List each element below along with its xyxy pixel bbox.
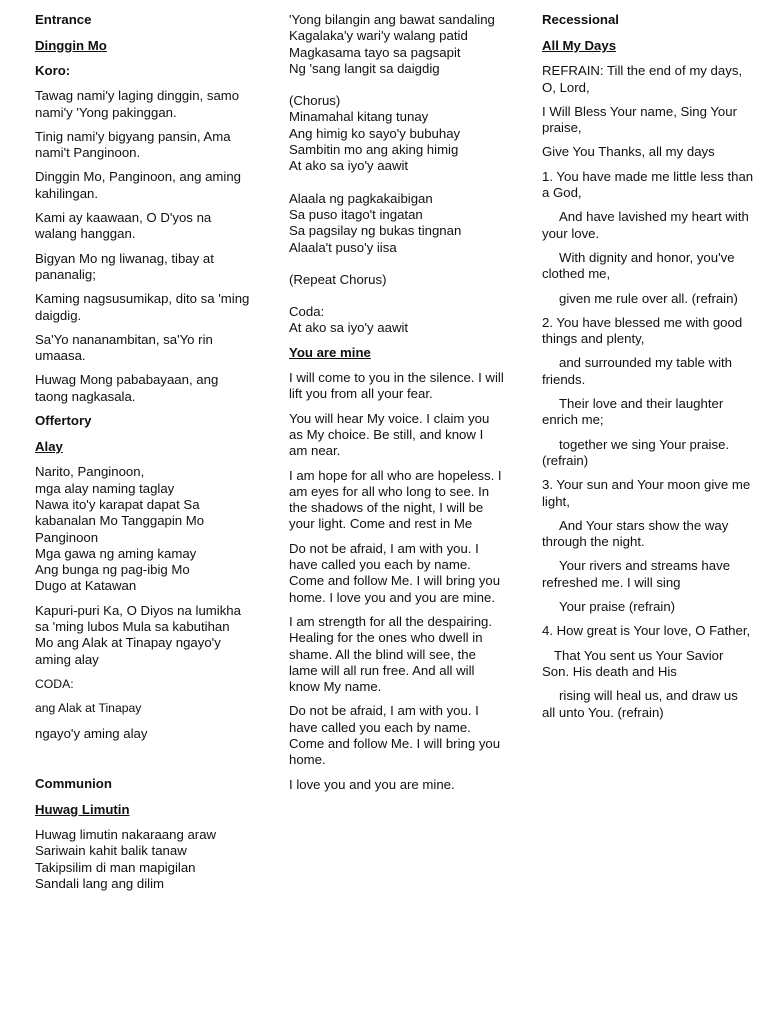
lyric-block [35, 827, 250, 892]
lyric-paragraph: Their love and their laughter enrich me; [542, 396, 724, 428]
lyric-paragraph: I Will Bless Your name, Sing Your praise, [542, 103, 737, 136]
left-column [35, 12, 250, 900]
coda-label: CODA: [35, 676, 74, 691]
lyric-line: Sambitin mo ang aking himig [289, 142, 459, 158]
lyric-paragraph: And Your stars show the way through the night. [542, 517, 729, 550]
song-title-dinggin-mo: Dinggin Mo [35, 38, 107, 53]
lyric-paragraph: Sa'Yo nananambitan, sa'Yo rin umaasa. [35, 331, 213, 364]
lyric-paragraph: Your praise (refrain) [559, 599, 676, 615]
lyric-paragraph: Dinggin Mo, Panginoon, ang aming kahilingan. [35, 169, 242, 201]
coda-line: ngayo'y aming alay [35, 725, 148, 741]
lyric-line: Minamahal kitang tunay [289, 109, 429, 125]
lyric-line: 'Yong bilangin ang bawat sandaling [289, 12, 495, 27]
lyric-line: Ang bunga ng pag-ibig Mo [35, 562, 190, 578]
lyric-paragraph: together we sing Your praise. (refrain) [542, 436, 730, 468]
coda-label: Coda: [289, 304, 325, 320]
lyric-paragraph: I love you and you are mine. [289, 776, 455, 792]
lyric-line: Kagalaka'y wari'y walang patid [289, 28, 468, 44]
lyric-paragraph: Give You Thanks, all my days [542, 144, 715, 160]
coda-line: ang Alak at Tinapay [35, 701, 142, 716]
middle-column [289, 12, 504, 801]
repeat-chorus-note: (Repeat Chorus) [289, 271, 387, 287]
lyric-line: Takipsilim di man mapigilan [35, 859, 196, 875]
lyric-block [35, 464, 250, 594]
lyric-paragraph: With dignity and honor, you've clothed me, [542, 249, 735, 282]
lyric-paragraph: I am strength for all the despairing. Healing for the ones who dwell in shame. All the blind will see, the lame will all run free. And all will know My name. [289, 613, 493, 695]
lyric-line: Magkasama tayo sa pagsapit [289, 44, 461, 60]
lyric-line: Alaala't puso'y iisa [289, 239, 397, 255]
lyric-paragraph: Tawag nami'y laging dinggin, samo nami'y 'Yong pakinggan. [35, 88, 240, 120]
lyric-paragraph: REFRAIN: Till the end of my days, O, Lord, [542, 63, 743, 95]
lyric-paragraph: You will hear My voice. I claim you as My choice. Be still, and know I am near. [289, 410, 490, 459]
lyric-paragraph: 1. You have made me little less than a God, [542, 168, 754, 201]
lyric-line: mga alay naming taglay [35, 480, 175, 496]
lyric-paragraph: Do not be afraid, I am with you. I have called you each by name. Come and follow Me. I will bring you home. I love you and you are mine. [289, 540, 501, 605]
lyric-paragraph: Tinig nami'y bigyang pansin, Ama nami't Panginoon. [35, 128, 231, 161]
lyric-line: Narito, Panginoon, [35, 464, 145, 480]
song-title-all-my-days: All My Days [542, 38, 617, 53]
lyric-line: Alaala ng pagkakaibigan [289, 190, 433, 206]
lyric-line: Sariwain kahit balik tanaw [35, 843, 187, 859]
lyric-paragraph: Bigyan Mo ng liwanag, tibay at pananalig; [35, 250, 214, 282]
lyric-paragraph: 2. You have blessed me with good things and plenty, [542, 314, 743, 347]
lyric-paragraph: Kapuri-puri Ka, O Diyos na lumikha sa 'ming lubos Mula sa kabutihan Mo ang Alak at Tinapay ngayo'y aming alay [35, 602, 241, 667]
recessional-heading: Recessional [542, 12, 619, 27]
lyric-block [289, 12, 504, 77]
lyric-paragraph: I am hope for all who are hopeless. I am eyes for all who long to see. In the shadows of the night, I will be your light. Come and rest in Me [289, 467, 502, 532]
coda-line: At ako sa iyo'y aawit [289, 320, 409, 336]
lyric-line: Dugo at Katawan [35, 578, 137, 594]
lyric-paragraph: Huwag Mong pababayaan, ang taong nagkasala. [35, 372, 219, 404]
song-title-alay: Alay [35, 439, 63, 455]
lyric-paragraph: And have lavished my heart with your love. [542, 209, 749, 241]
offertory-heading: Offertory [35, 413, 92, 429]
entrance-heading: Entrance [35, 12, 92, 27]
lyric-line: Ang himig ko sayo'y bubuhay [289, 125, 461, 141]
lyric-paragraph: Your rivers and streams have refreshed me. I will sing [542, 558, 731, 590]
song-title-you-are-mine: You are mine [289, 344, 371, 360]
right-column [542, 12, 754, 729]
chorus-block [289, 93, 504, 174]
coda-block [289, 304, 504, 337]
lyric-paragraph: 4. How great is Your love, O Father, [542, 623, 751, 639]
lyric-block [289, 191, 504, 256]
lyric-paragraph: and surrounded my table with friends. [542, 355, 733, 387]
lyric-line: Huwag limutin nakaraang araw [35, 827, 217, 843]
lyric-line: (Chorus) [289, 93, 341, 109]
lyric-paragraph: Kami ay kaawaan, O D'yos na walang hanggan. [35, 210, 212, 242]
lyric-paragraph: rising will heal us, and draw us all unto You. (refrain) [542, 688, 738, 720]
lyric-line: Sandali lang ang dilim [35, 875, 165, 891]
lyric-paragraph: I will come to you in the silence. I will lift you from all your fear. [289, 370, 504, 402]
communion-heading: Communion [35, 775, 112, 791]
lyric-line: Mga gawa ng aming kamay [35, 545, 197, 561]
lyric-line: Ng 'sang langit sa daigdig [289, 60, 440, 76]
lyric-paragraph: 3. Your sun and Your moon give me light, [542, 477, 751, 509]
lyric-paragraph: given me rule over all. (refrain) [559, 290, 738, 306]
lyric-line: Sa puso itago't ingatan [289, 206, 423, 222]
lyric-line: Sa pagsilay ng bukas tingnan [289, 223, 462, 239]
lyric-line: Nawa ito'y karapat dapat Sa [35, 496, 200, 512]
lyric-paragraph: Do not be afraid, I am with you. I have called you each by name. Come and follow Me. I will bring you home. [289, 703, 501, 768]
koro-label: Koro: [35, 63, 71, 79]
song-title-huwag-limutin: Huwag Limutin [35, 801, 130, 817]
lyric-line: kabanalan Mo Tanggapin Mo [35, 513, 205, 529]
lyric-paragraph: That You sent us Your Savior Son. His death and His [542, 647, 724, 679]
lyric-line: Panginoon [35, 529, 99, 545]
lyric-line: At ako sa iyo'y aawit [289, 158, 409, 174]
lyric-paragraph: Kaming nagsusumikap, dito sa 'ming daigdig. [35, 291, 250, 323]
